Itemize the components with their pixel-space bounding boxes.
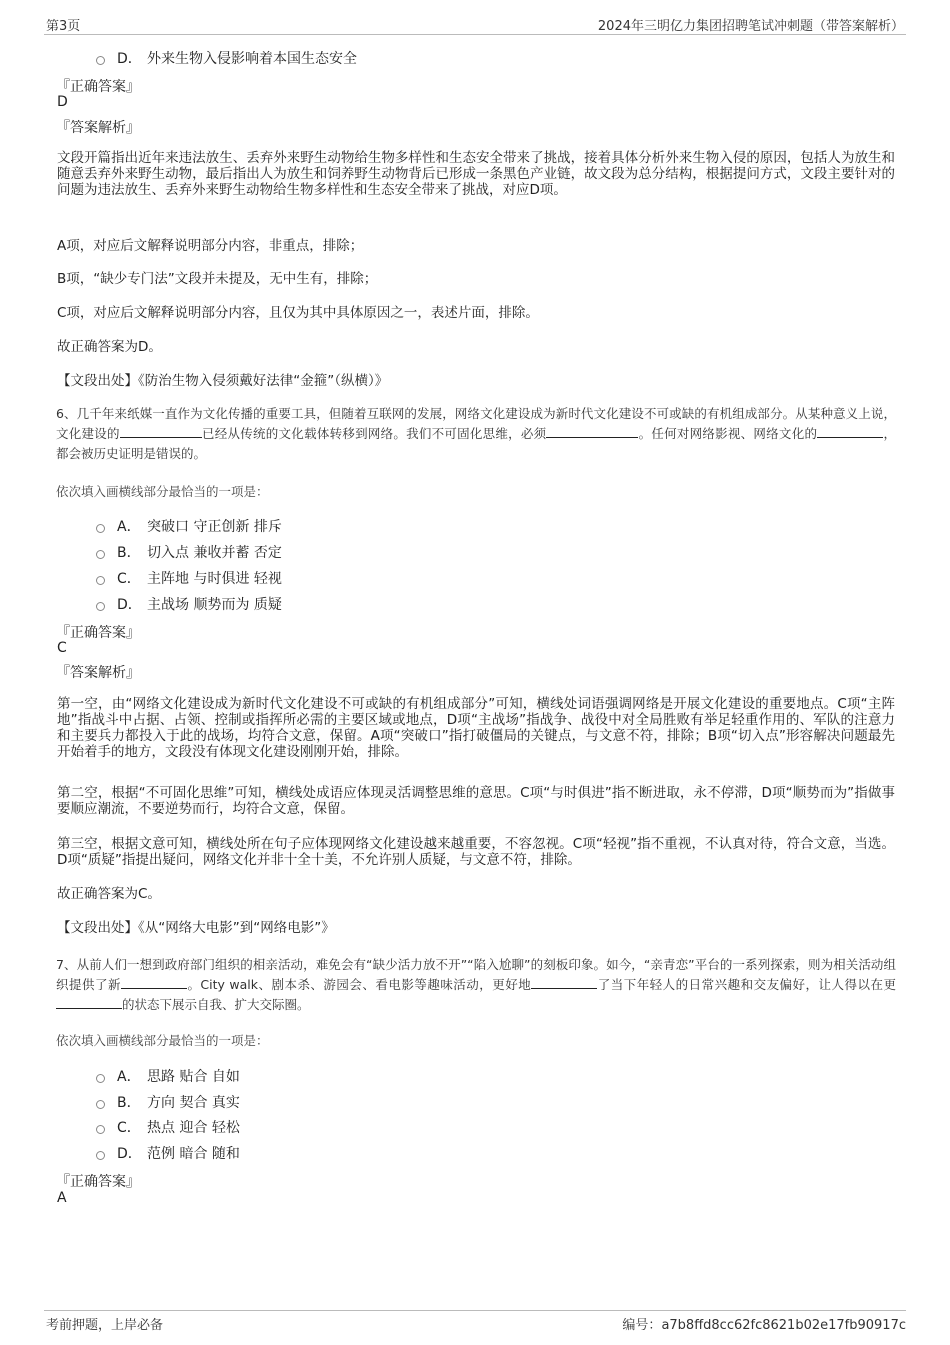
radio-icon[interactable] bbox=[96, 550, 105, 559]
question-text-part: 。任何对网络影视、网络文化的 bbox=[638, 426, 818, 441]
answer-label: 『正确答案』 bbox=[56, 625, 140, 641]
fill-blank bbox=[120, 425, 202, 438]
radio-icon[interactable] bbox=[96, 602, 105, 611]
fill-blank bbox=[121, 976, 187, 989]
option-letter: D． bbox=[117, 597, 142, 613]
source-citation: 【文段出处】《防治生物入侵须戴好法律“金箍”（纵横）》 bbox=[57, 373, 389, 389]
fill-blank bbox=[56, 996, 122, 1009]
analysis-paragraph: 第一空，由“网络文化建设成为新时代文化建设不可或缺的有机组成部分”可知，横线处词语强调网络是开展文化建设的重要地点。C项“主阵地”指战斗中占据、占领、控制或指挥所必需的主要区域或地点，D项“主战场”指战争、战役中对全局胜败有举足轻重作用的、军队的注意力和主要兵力都投入于此的战场，均符合文意，保留。A项“突破口”指打破僵局的关键点，与文意不符，排除；B项“切入点”形容解决问题最先开始着手的地方，文段没有体现文化建设刚刚开始，排除。 bbox=[57, 696, 895, 760]
question-text-part: 的状态下展示自我、扩大交际圈。 bbox=[122, 997, 310, 1012]
option-d[interactable] bbox=[96, 48, 357, 68]
radio-icon[interactable] bbox=[96, 1074, 105, 1083]
analysis-paragraph: 文段开篇指出近年来违法放生、丢弃外来野生动物给生物多样性和生态安全带来了挑战，接着具体分析外来生物入侵的原因，包括人为放生和随意丢弃外来野生动物，最后指出人为放生和饲养野生动物背后已形成一条黑色产业链，故文段为总分结构，根据提问方式，文段主要针对的问题为违法放生、丢弃外来野生动物给生物多样性和生态安全带来了挑战，对应D项。 bbox=[57, 150, 895, 198]
option-letter: B． bbox=[117, 1095, 141, 1111]
option-a[interactable] bbox=[96, 1066, 240, 1086]
option-b[interactable] bbox=[96, 542, 282, 562]
analysis-paragraph: 故正确答案为D。 bbox=[57, 339, 162, 355]
option-c[interactable] bbox=[96, 568, 282, 588]
question-text-part: 6、几千年来纸媒一直作为文化传播的重要工具，但随着互联网的发展，网络文化建设成为新时代文化建设不可或缺的有机组成部分。从某种意义上说，文化建设的 bbox=[56, 406, 896, 441]
option-d[interactable] bbox=[96, 594, 282, 614]
radio-icon[interactable] bbox=[96, 56, 105, 65]
source-citation: 【文段出处】《从“网络大电影”到“网络电影”》 bbox=[57, 920, 335, 936]
option-text: 方向 契合 真实 bbox=[147, 1095, 240, 1111]
option-d[interactable] bbox=[96, 1143, 240, 1163]
option-b[interactable] bbox=[96, 1092, 240, 1112]
radio-icon[interactable] bbox=[96, 524, 105, 533]
analysis-paragraph: 第三空，根据文意可知，横线处所在句子应体现网络文化建设越来越重要，不容忽视。C项“轻视”指不重视，不认真对待，符合文意，当选。D项“质疑”指提出疑问，网络文化并非十全十美，不允许别人质疑，与文意不符，排除。 bbox=[57, 836, 895, 868]
footer-divider bbox=[44, 1310, 906, 1311]
option-c[interactable] bbox=[96, 1117, 240, 1137]
option-letter: A． bbox=[117, 1069, 141, 1085]
option-text: 主战场 顺势而为 质疑 bbox=[147, 597, 282, 613]
option-letter: D． bbox=[117, 51, 142, 67]
document-code bbox=[622, 1314, 906, 1333]
answer-value: D bbox=[57, 94, 68, 110]
radio-icon[interactable] bbox=[96, 1100, 105, 1109]
question-text-part: 。City walk、剧本杀、游园会、看电影等趣味活动，更好地 bbox=[186, 977, 532, 992]
analysis-label: 『答案解析』 bbox=[56, 120, 140, 136]
analysis-paragraph: 故正确答案为C。 bbox=[57, 886, 161, 902]
fill-blank bbox=[531, 976, 597, 989]
page-number: 第3页 bbox=[46, 19, 81, 34]
analysis-paragraph: B项，“缺少专门法”文段并未提及，无中生有，排除； bbox=[57, 271, 378, 287]
document-title: 2024年三明亿力集团招聘笔试冲刺题（带答案解析） bbox=[597, 19, 904, 34]
question-text-part: 了当下年轻人的日常兴趣和交友偏好，让人得以在更 bbox=[597, 977, 896, 992]
analysis-label: 『答案解析』 bbox=[56, 665, 140, 681]
option-letter: C． bbox=[117, 1120, 141, 1136]
option-text: 思路 贴合 自如 bbox=[147, 1069, 240, 1085]
question-7-text bbox=[56, 955, 896, 1015]
option-letter: D． bbox=[117, 1146, 142, 1162]
code-value: a7b8ffd8cc62fc8621b02e17fb90917c bbox=[661, 1318, 906, 1333]
radio-icon[interactable] bbox=[96, 1125, 105, 1134]
answer-label: 『正确答案』 bbox=[56, 1174, 140, 1190]
radio-icon[interactable] bbox=[96, 1151, 105, 1160]
option-text: 主阵地 与时俱进 轻视 bbox=[147, 571, 282, 587]
option-text: 热点 迎合 轻松 bbox=[147, 1120, 240, 1136]
question-6-text bbox=[56, 404, 896, 464]
footer-slogan: 考前押题，上岸必备 bbox=[46, 1318, 164, 1333]
header-divider bbox=[44, 34, 906, 35]
answer-value: C bbox=[57, 640, 67, 656]
analysis-paragraph: C项，对应后文解释说明部分内容，且仅为其中具体原因之一，表述片面，排除。 bbox=[57, 305, 539, 321]
question-text-part: 7、从前人们一想到政府部门组织的相亲活动，难免会有“缺少活力放不开”“陷入尬聊”的刻板印象。如今，“亲青恋”平台的一系列探索，则为相关活动组织提供了新 bbox=[56, 957, 896, 992]
option-letter: A． bbox=[117, 519, 141, 535]
question-prompt: 依次填入画横线部分最恰当的一项是： bbox=[56, 484, 269, 499]
question-prompt: 依次填入画横线部分最恰当的一项是： bbox=[56, 1033, 269, 1048]
analysis-paragraph: A项，对应后文解释说明部分内容，非重点，排除； bbox=[57, 238, 364, 254]
option-text: 切入点 兼收并蓄 否定 bbox=[147, 545, 282, 561]
fill-blank bbox=[546, 425, 638, 438]
answer-label: 『正确答案』 bbox=[56, 79, 140, 95]
option-a[interactable] bbox=[96, 516, 282, 536]
answer-value: A bbox=[57, 1190, 67, 1206]
fill-blank bbox=[817, 425, 883, 438]
option-text: 外来生物入侵影响着本国生态安全 bbox=[147, 51, 357, 67]
option-text: 突破口 守正创新 排斥 bbox=[147, 519, 282, 535]
radio-icon[interactable] bbox=[96, 576, 105, 585]
option-text: 范例 暗合 随和 bbox=[147, 1146, 240, 1162]
question-text-part: 已经从传统的文化载体转移到网络。我们不可固化思维，必须 bbox=[201, 426, 547, 441]
question-text-part: ，都会被历史证明是错误的。 bbox=[56, 426, 896, 461]
analysis-paragraph: 第二空，根据“不可固化思维”可知，横线处成语应体现灵活调整思维的意思。C项“与时俱进”指不断进取，永不停滞，D项“顺势而为”指做事要顺应潮流，不要逆势而行，均符合文意，保留。 bbox=[57, 785, 895, 817]
option-letter: C． bbox=[117, 571, 141, 587]
code-label: 编号： bbox=[622, 1318, 662, 1333]
option-letter: B． bbox=[117, 545, 141, 561]
